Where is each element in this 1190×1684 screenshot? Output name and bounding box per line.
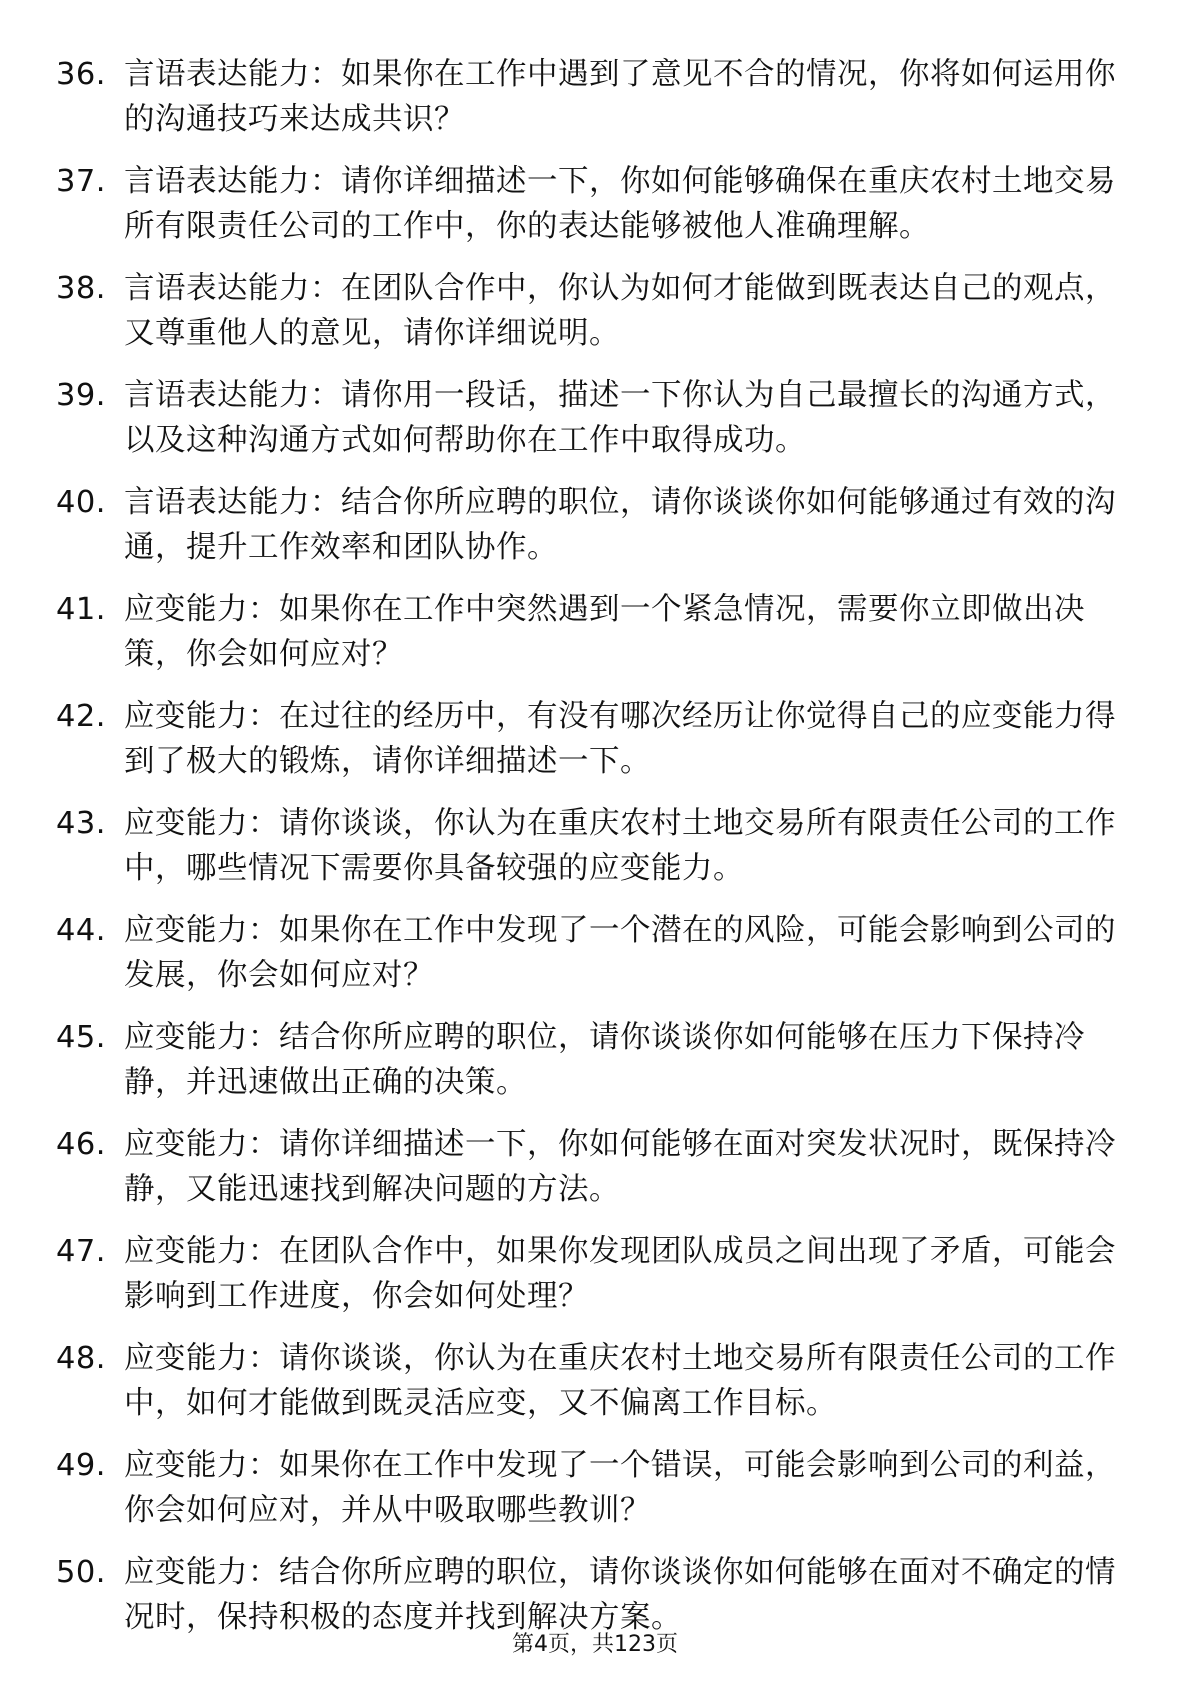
question-number: 38. (56, 271, 107, 306)
question-item (56, 1229, 1116, 1319)
question-number: 36. (56, 57, 107, 92)
question-list (56, 52, 1116, 1657)
question-text: 言语表达能力：结合你所应聘的职位，请你谈谈你如何能够通过有效的沟通，提升工作效率和团队协作。 (124, 485, 1116, 565)
page-footer (0, 1630, 1190, 1660)
question-item (56, 587, 1116, 677)
question-number: 50. (56, 1555, 107, 1590)
question-item (56, 373, 1116, 463)
question-text: 言语表达能力：请你用一段话，描述一下你认为自己最擅长的沟通方式，以及这种沟通方式如何帮助你在工作中取得成功。 (124, 378, 1116, 458)
question-text: 应变能力：请你谈谈，你认为在重庆农村土地交易所有限责任公司的工作中，如何才能做到既灵活应变，又不偏离工作目标。 (124, 1341, 1116, 1421)
question-number: 37. (56, 164, 107, 199)
question-item (56, 801, 1116, 891)
question-number: 47. (56, 1234, 107, 1269)
question-text: 应变能力：如果你在工作中发现了一个潜在的风险，可能会影响到公司的发展，你会如何应对？ (124, 913, 1116, 993)
question-item (56, 1015, 1116, 1105)
question-text: 应变能力：请你谈谈，你认为在重庆农村土地交易所有限责任公司的工作中，哪些情况下需要你具备较强的应变能力。 (124, 806, 1116, 886)
question-number: 43. (56, 806, 107, 841)
question-item (56, 1443, 1116, 1533)
question-number: 41. (56, 592, 107, 627)
question-number: 49. (56, 1448, 107, 1483)
question-item (56, 52, 1116, 142)
question-text: 应变能力：在团队合作中，如果你发现团队成员之间出现了矛盾，可能会影响到工作进度，你会如何处理？ (124, 1234, 1116, 1314)
question-number: 46. (56, 1127, 107, 1162)
question-text: 言语表达能力：如果你在工作中遇到了意见不合的情况，你将如何运用你的沟通技巧来达成共识？ (124, 57, 1116, 137)
question-number: 42. (56, 699, 107, 734)
question-text: 应变能力：结合你所应聘的职位，请你谈谈你如何能够在面对不确定的情况时，保持积极的态度并找到解决方案。 (124, 1555, 1116, 1635)
question-item (56, 159, 1116, 249)
question-text: 应变能力：请你详细描述一下，你如何能够在面对突发状况时，既保持冷静，又能迅速找到解决问题的方法。 (124, 1127, 1116, 1207)
question-text: 应变能力：结合你所应聘的职位，请你谈谈你如何能够在压力下保持冷静，并迅速做出正确的决策。 (124, 1020, 1085, 1100)
question-text: 应变能力：在过往的经历中，有没有哪次经历让你觉得自己的应变能力得到了极大的锻炼，请你详细描述一下。 (124, 699, 1116, 779)
question-number: 44. (56, 913, 107, 948)
question-number: 40. (56, 485, 107, 520)
question-item (56, 1550, 1116, 1640)
question-item (56, 1336, 1116, 1426)
question-item (56, 1122, 1116, 1212)
question-number: 39. (56, 378, 107, 413)
question-text: 言语表达能力：在团队合作中，你认为如何才能做到既表达自己的观点，又尊重他人的意见，请你详细说明。 (124, 271, 1116, 351)
question-number: 48. (56, 1341, 107, 1376)
page-number-label: 第4页，共123页 (512, 1632, 678, 1657)
question-item (56, 266, 1116, 356)
question-text: 应变能力：如果你在工作中突然遇到一个紧急情况，需要你立即做出决策，你会如何应对？ (124, 592, 1085, 672)
question-item (56, 908, 1116, 998)
question-number: 45. (56, 1020, 107, 1055)
question-text: 应变能力：如果你在工作中发现了一个错误，可能会影响到公司的利益，你会如何应对，并从中吸取哪些教训？ (124, 1448, 1116, 1528)
question-text: 言语表达能力：请你详细描述一下，你如何能够确保在重庆农村土地交易所有限责任公司的工作中，你的表达能够被他人准确理解。 (124, 164, 1116, 244)
question-item (56, 694, 1116, 784)
question-item (56, 480, 1116, 570)
